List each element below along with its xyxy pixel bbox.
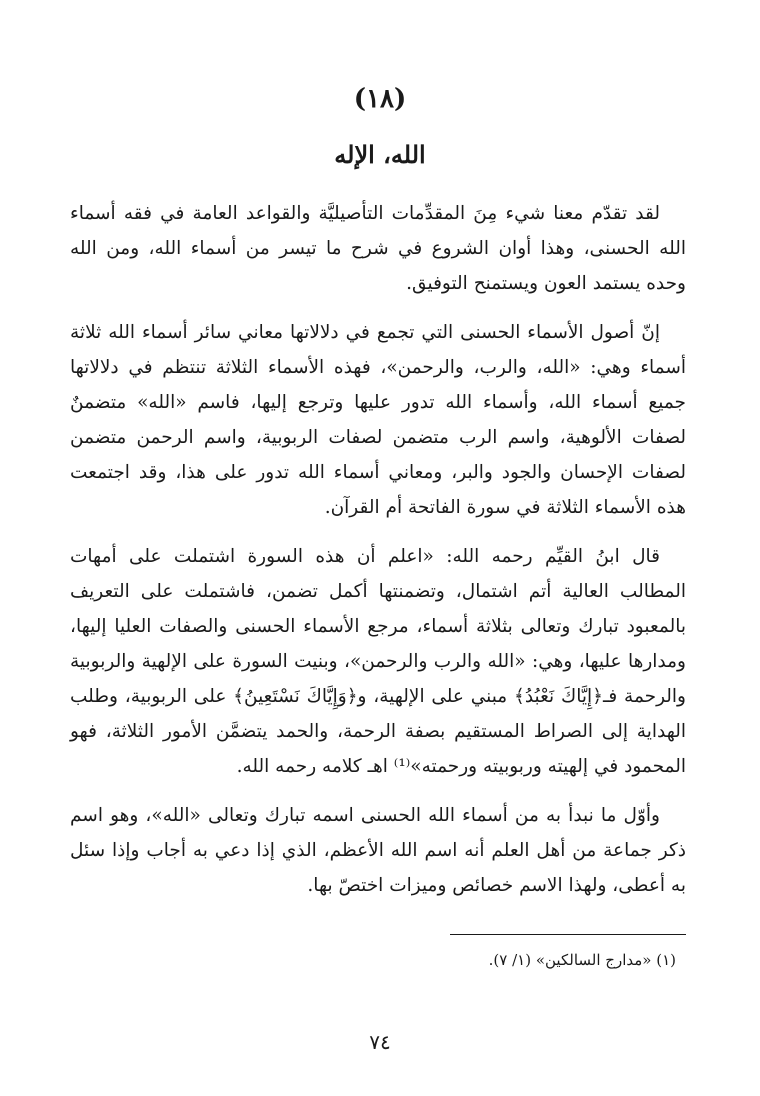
paragraph: قال ابنُ القيِّم رحمه الله: «اعلم أن هذه السورة اشتملت على أمهات المطالب العالية أتم اشتمال، وتضمنتها أكمل تضمن، فاشتملت على التعريف بالمعبود تبارك وتعالى بثلاثة أسماء، مرجع الأسماء الحسنى والصفات العليا إليها، ومدارها عليها، وهي: «الله والرب والرحمن»، وبنيت السورة على الإلهية والربوبية والرحمة فـ﴿إِيَّاكَ نَعْبُدُ﴾ مبني على الإلهية، و﴿وَإِيَّاكَ نَسْتَعِينُ﴾ على الربوبية، وطلب الهداية إلى الصراط المستقيم بصفة الرحمة، والحمد يتضمَّن الأمور الثلاثة، فهو المحمود في إلهيته وربوبيته ورحمته»⁽¹⁾ اهـ كلامه رحمه الله. [70,546,686,777]
chapter-number: (١٨) [353,84,407,114]
paragraph: إنّ أصول الأسماء الحسنى التي تجمع في دلالاتها معاني سائر أسماء الله ثلاثة أسماء وهي: «الله، والرب، والرحمن»، فهذه الأسماء الثلاثة تنتظم في دلالاتها جميع أسماء الله، وأسماء الله تدور عليها وترجع إليها، فاسم «الله» متضمنٌ لصفات الألوهية، واسم الرب متضمن لصفات الربوبية، واسم الرحمن متضمن لصفات الإحسان والجود والبر، ومعاني أسماء الله تدور على هذا، وقد اجتمعت هذه الأسماء الثلاثة في سورة الفاتحة أم القرآن. [70,322,686,518]
footnote-divider [450,934,686,935]
footnote: (١) «مدارج السالكين» (١/ ٧). [488,951,676,969]
chapter-title: الله، الإله [334,140,426,169]
paragraph: لقد تقدّم معنا شيء مِنَ المقدِّمات التأصيليَّة والقواعد العامة في فقه أسماء الله الحسنى، وهذا أوان الشروع في شرح ما تيسر من أسماء الله، ومن الله وحده يستمد العون ويستمنح التوفيق. [70,203,686,294]
page-number: ٧٤ [369,1030,391,1054]
body-text [70,196,686,917]
paragraph: وأوّل ما نبدأ به من أسماء الله الحسنى اسمه تبارك وتعالى «الله»، وهو اسم ذكر جماعة من أهل العلم أنه اسم الله الأعظم، الذي إذا دعي به أجاب وإذا سئل به أعطى، ولهذا الاسم خصائص وميزات اختصّ بها. [70,805,686,896]
